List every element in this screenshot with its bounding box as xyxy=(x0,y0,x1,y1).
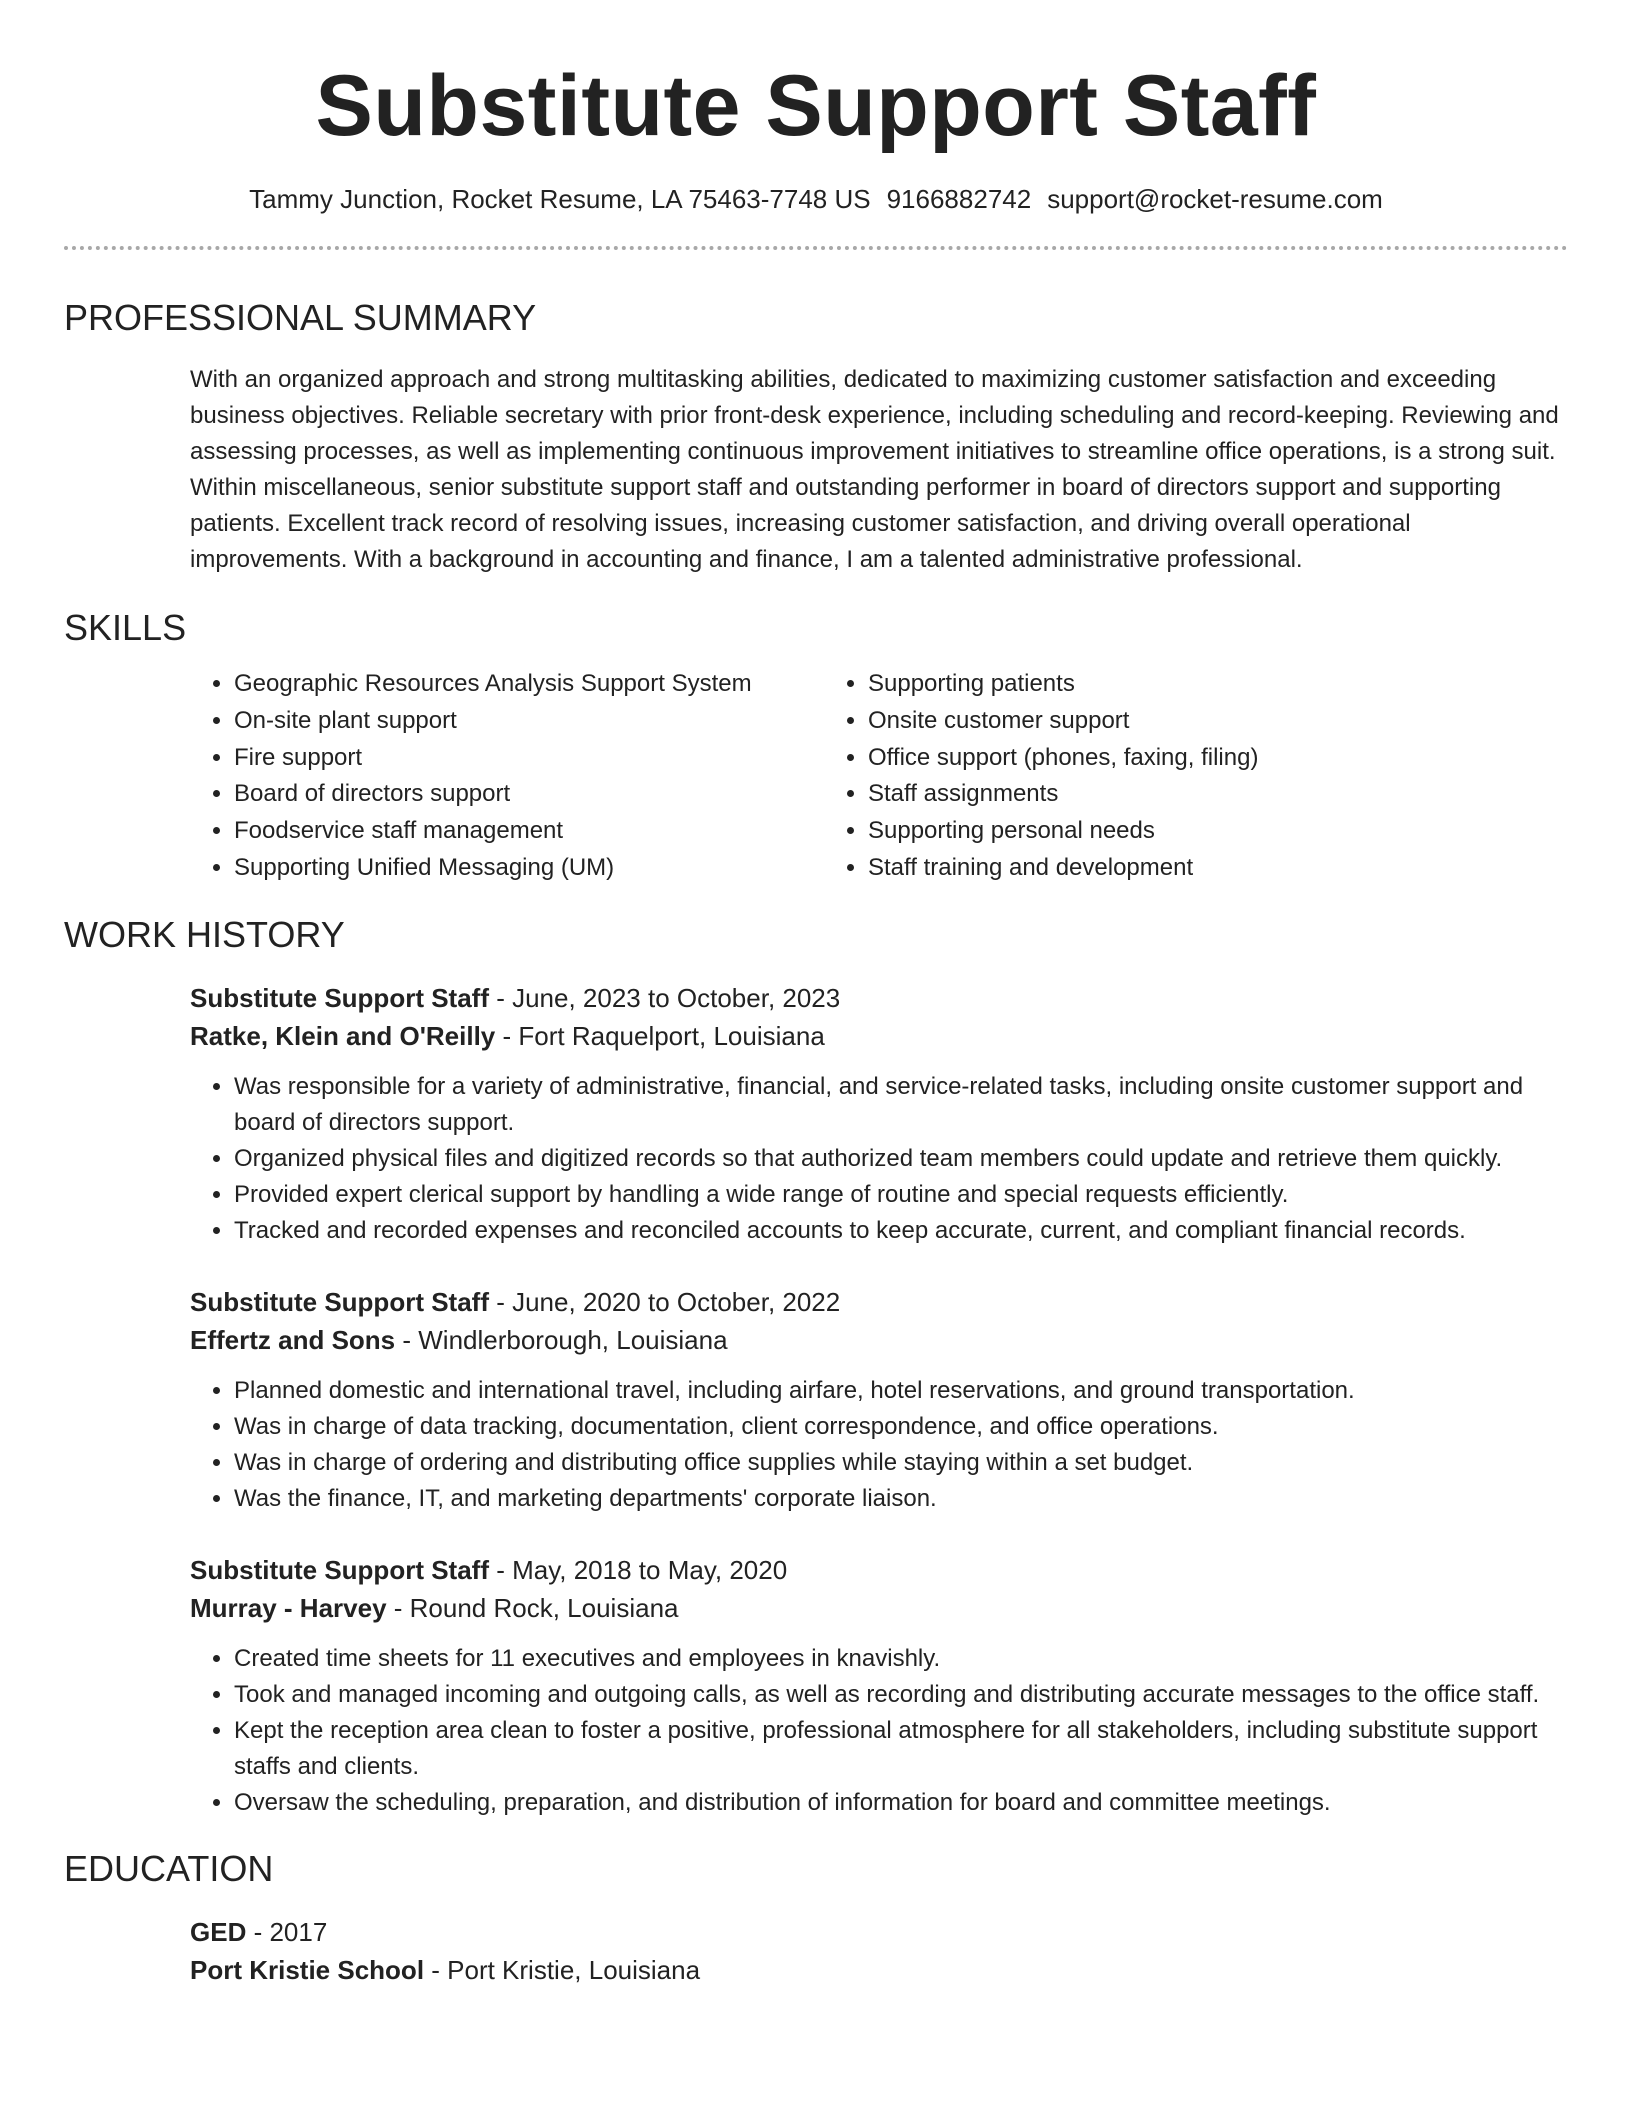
education-year: - 2017 xyxy=(246,1916,328,1947)
skill-item: • Staff training and development xyxy=(868,850,1424,887)
section-title-skills: SKILLS xyxy=(64,607,187,648)
section-title-summary: PROFESSIONAL SUMMARY xyxy=(64,297,537,338)
skill-item: • Office support (phones, faxing, filing) xyxy=(868,740,1424,777)
skill-item: • Supporting patients xyxy=(868,666,1424,703)
job-bullet: • Took and managed incoming and outgoing calls, as well as recording and distributing accurate messages to the office staff. xyxy=(234,1677,1568,1713)
header-divider xyxy=(64,246,1568,250)
job-company: Murray - Harvey xyxy=(190,1592,387,1623)
job-bullet: • Oversaw the scheduling, preparation, and distribution of information for board and committee meetings. xyxy=(234,1785,1568,1821)
job-dates: - May, 2018 to May, 2020 xyxy=(488,1554,788,1585)
job-bullets xyxy=(190,1069,1568,1249)
job-bullet: • Was the finance, IT, and marketing departments' corporate liaison. xyxy=(234,1481,1568,1517)
job-dates: - June, 2023 to October, 2023 xyxy=(488,982,841,1013)
education-school-line xyxy=(190,1951,1568,1989)
job-company: Ratke, Klein and O'Reilly xyxy=(190,1020,496,1051)
education-degree-line xyxy=(190,1913,1568,1951)
job-bullet: • Organized physical files and digitized records so that authorized team members could update and retrieve them quickly. xyxy=(234,1141,1568,1177)
contact-line xyxy=(64,182,1568,216)
job-company-line xyxy=(190,1589,1568,1627)
job-bullet: • Was responsible for a variety of administrative, financial, and service-related tasks, including onsite customer support and board of directors support. xyxy=(234,1069,1568,1141)
job-role: Substitute Support Staff xyxy=(190,1554,489,1585)
skill-item: • Board of directors support xyxy=(234,776,824,813)
job-location: - Round Rock, Louisiana xyxy=(386,1592,679,1623)
job-company-line xyxy=(190,1017,1568,1055)
job-role: Substitute Support Staff xyxy=(190,1286,489,1317)
job-role: Substitute Support Staff xyxy=(190,982,489,1013)
skill-item: • Foodservice staff management xyxy=(234,813,824,850)
section-title-work-history: WORK HISTORY xyxy=(64,913,345,955)
job-bullet: • Tracked and recorded expenses and reconciled accounts to keep accurate, current, and compliant financial records. xyxy=(234,1213,1568,1249)
skill-item: • Supporting Unified Messaging (UM) xyxy=(234,850,824,887)
resume-name: Substitute Support Staff xyxy=(315,58,1317,154)
job-bullets xyxy=(190,1373,1568,1517)
skill-item: • Fire support xyxy=(234,740,824,777)
job-entry xyxy=(190,1283,1568,1517)
skill-item: • On-site plant support xyxy=(234,703,824,740)
job-bullet: • Kept the reception area clean to foster a positive, professional atmosphere for all stakeholders, including substitute support staffs and clients. xyxy=(234,1713,1568,1785)
education-location: - Port Kristie, Louisiana xyxy=(424,1954,701,1985)
job-entry xyxy=(190,979,1568,1249)
education-degree: GED xyxy=(190,1916,247,1947)
skill-item: • Supporting personal needs xyxy=(868,813,1424,850)
job-company: Effertz and Sons xyxy=(190,1324,396,1355)
job-title-line xyxy=(190,1283,1568,1321)
skills-list xyxy=(190,666,1568,887)
job-title-line xyxy=(190,979,1568,1017)
job-company-line xyxy=(190,1321,1568,1359)
contact-email: support@rocket-resume.com xyxy=(1047,184,1383,214)
skills-column-right xyxy=(824,666,1424,887)
skill-item: • Geographic Resources Analysis Support System xyxy=(234,666,824,703)
skill-item: • Staff assignments xyxy=(868,776,1424,813)
job-title-line xyxy=(190,1551,1568,1589)
section-title-education: EDUCATION xyxy=(64,1847,274,1889)
contact-phone: 9166882742 xyxy=(886,184,1032,214)
job-bullet: • Was in charge of data tracking, documentation, client correspondence, and office operations. xyxy=(234,1409,1568,1445)
education-school: Port Kristie School xyxy=(190,1954,425,1985)
job-bullet: • Was in charge of ordering and distributing office supplies while staying within a set budget. xyxy=(234,1445,1568,1481)
summary-text: With an organized approach and strong multitasking abilities, dedicated to maximizing customer satisfaction and exceeding business objectives. Reliable secretary with prior front-desk experience, including scheduling and record-keeping. Reviewing and assessing processes, as well as implementing continuous improvement initiatives to streamline office operations, is a strong suit. Within miscellaneous, senior substitute support staff and outstanding performer in board of directors support and supporting patients. Excellent track record of resolving issues, increasing customer satisfaction, and driving overall operational improvements. With a background in accounting and finance, I am a talented administrative professional. xyxy=(190,366,1559,573)
job-entry xyxy=(190,1551,1568,1821)
job-bullets xyxy=(190,1641,1568,1821)
education-entry xyxy=(190,1913,1568,1989)
job-location: - Fort Raquelport, Louisiana xyxy=(495,1020,825,1051)
job-bullet: • Planned domestic and international travel, including airfare, hotel reservations, and ground transportation. xyxy=(234,1373,1568,1409)
skills-column-left xyxy=(190,666,824,887)
job-location: - Windlerborough, Louisiana xyxy=(395,1324,728,1355)
job-bullet: • Provided expert clerical support by handling a wide range of routine and special requests efficiently. xyxy=(234,1177,1568,1213)
job-bullet: • Created time sheets for 11 executives and employees in knavishly. xyxy=(234,1641,1568,1677)
skill-item: • Onsite customer support xyxy=(868,703,1424,740)
contact-address: Tammy Junction, Rocket Resume, LA 75463-7748 US xyxy=(249,184,871,214)
job-dates: - June, 2020 to October, 2022 xyxy=(488,1286,841,1317)
